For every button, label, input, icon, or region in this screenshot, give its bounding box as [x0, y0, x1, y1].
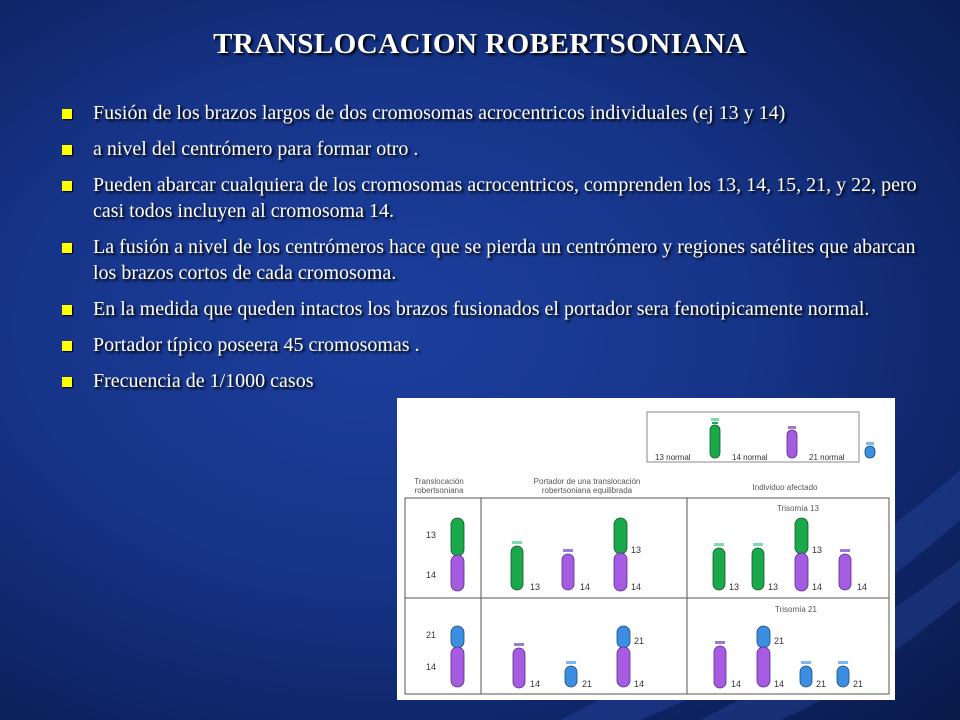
svg-text:13: 13	[768, 582, 779, 592]
fused-14-bottom-2	[451, 647, 464, 687]
legend-13-normal: 13 normal	[655, 453, 691, 462]
trisomy-21-caption: Trisomía 21	[775, 605, 817, 614]
header-col2-line2: robertsoniana equilibrada	[541, 486, 633, 495]
svg-text:13: 13	[631, 545, 642, 555]
fused-14-bottom	[451, 555, 464, 591]
svg-text:21: 21	[634, 636, 645, 646]
svg-text:14: 14	[774, 679, 785, 689]
header-col1-line2: robertsoniana	[414, 486, 464, 495]
svg-text:14: 14	[425, 662, 437, 672]
bullet-item: Pueden abarcar cualquiera de los cromosomas acrocentricos, comprenden los 13, 14, 15, 21, y 22, pero casi todos incluyen al cromosoma 14.	[60, 172, 920, 224]
svg-text:14: 14	[731, 679, 742, 689]
svg-text:14: 14	[425, 570, 437, 580]
legend-21-normal: 21 normal	[809, 453, 845, 462]
svg-text:21: 21	[853, 679, 864, 689]
grid-frame	[405, 498, 889, 694]
svg-text:14: 14	[857, 582, 868, 592]
svg-text:14: 14	[530, 679, 541, 689]
bullet-square-icon	[62, 341, 72, 351]
bullet-square-icon	[62, 181, 72, 191]
bullet-item: Frecuencia de 1/1000 casos	[60, 368, 920, 394]
svg-text:14: 14	[631, 582, 642, 592]
bullet-square-icon	[62, 145, 72, 155]
header-col2-line1: Portador de una translocación	[533, 477, 641, 486]
fused-13-top	[451, 518, 464, 556]
svg-text:13: 13	[425, 530, 437, 540]
fused-21-top	[451, 626, 464, 648]
chromosome-14-normal	[787, 430, 797, 458]
bullet-square-icon	[62, 243, 72, 253]
translocation-diagram	[397, 398, 895, 700]
legend-14-normal: 14 normal	[732, 453, 768, 462]
translocation-figure	[397, 398, 895, 700]
svg-text:14: 14	[812, 582, 823, 592]
bullet-square-icon	[62, 377, 72, 387]
svg-text:13: 13	[812, 545, 823, 555]
bullet-item: Portador típico poseera 45 cromosomas .	[60, 332, 920, 358]
svg-text:21: 21	[425, 630, 437, 640]
header-col3: Individuo afectado	[752, 483, 818, 492]
bullet-item: Fusión de los brazos largos de dos cromosomas acrocentricos individuales (ej 13 y 14)	[60, 100, 920, 126]
svg-text:14: 14	[580, 582, 591, 592]
svg-text:21: 21	[582, 679, 593, 689]
bullet-item: La fusión a nivel de los centrómeros hace que se pierda un centrómero y regiones satélites que abarcan los brazos cortos de cada cromosoma.	[60, 234, 920, 286]
svg-text:13: 13	[729, 582, 740, 592]
bullet-item: En la medida que queden intactos los brazos fusionados el portador sera fenotipicamente normal.	[60, 296, 920, 322]
svg-text:13: 13	[530, 582, 541, 592]
svg-text:21: 21	[816, 679, 827, 689]
svg-text:14: 14	[634, 679, 645, 689]
slide-title: TRANSLOCACION ROBERTSONIANA	[213, 28, 747, 60]
bullet-square-icon	[62, 109, 72, 119]
bullet-list	[60, 100, 920, 404]
bullet-square-icon	[62, 305, 72, 315]
svg-text:21: 21	[774, 636, 785, 646]
chromosome-13-normal	[710, 425, 720, 458]
header-col1-line1: Translocación	[414, 477, 464, 486]
chromosome-21-normal	[865, 446, 875, 458]
bullet-item: a nivel del centrómero para formar otro .	[60, 136, 920, 162]
trisomy-13-caption: Trisomía 13	[777, 504, 819, 513]
